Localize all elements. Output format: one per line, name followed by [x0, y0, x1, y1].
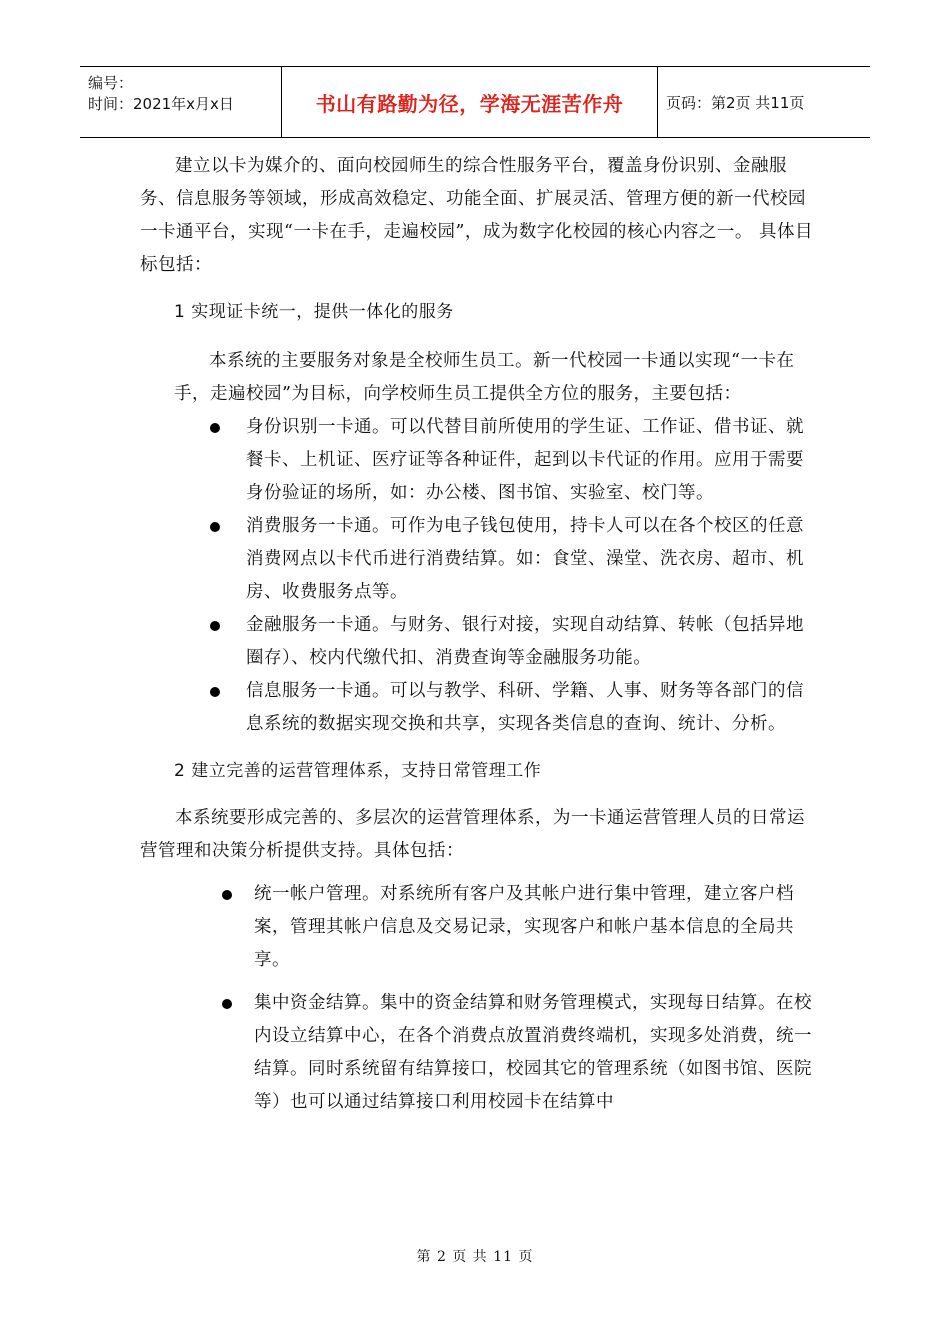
section2-paragraph: 本系统要形成完善的、多层次的运营管理体系，为一卡通运营管理人员的日常运营管理和决策分析提供支持。具体包括： [140, 808, 805, 861]
doc-code-label: 编号： [88, 74, 134, 92]
list-item [140, 675, 820, 741]
doc-time-label: 时间：2021年x月x日 [88, 95, 234, 113]
list-item-text: 统一帐户管理。对系统所有客户及其帐户进行集中管理，建立客户档案，管理其帐户信息及交易记录，实现客户和帐户基本信息的全局共享。 [254, 884, 794, 970]
bullet-icon [222, 890, 232, 900]
bullet-icon [222, 999, 232, 1009]
section2-heading: 2 建立完善的运营管理体系，支持日常管理工作 [174, 761, 542, 781]
page-header [80, 66, 870, 138]
list-item [140, 411, 820, 510]
page-footer: 第 2 页 共 11 页 [416, 1249, 534, 1265]
header-meta [80, 67, 282, 137]
bullet-icon [210, 423, 220, 433]
bullet-icon [210, 621, 220, 631]
intro-paragraph: 建立以卡为媒介的、面向校园师生的综合性服务平台，覆盖身份识别、金融服务、信息服务等领域，形成高效稳定、功能全面、扩展灵活、管理方便的新一代校园一卡通平台，实现“一卡在手，走遍校园”，成为数字化校园的核心内容之一。 具体目标包括： [140, 156, 813, 275]
section1-list [140, 411, 820, 741]
list-item [140, 510, 820, 609]
header-page-label: 页码：第2页 共11页 [666, 93, 805, 112]
list-item-text: 信息服务一卡通。可以与教学、科研、学籍、人事、财务等各部门的信息系统的数据实现交换和共享，实现各类信息的查询、统计、分析。 [246, 681, 804, 734]
list-item-text: 消费服务一卡通。可作为电子钱包使用，持卡人可以在各个校区的任意消费网点以卡代币进行消费结算。如：食堂、澡堂、洗衣房、超市、机房、收费服务点等。 [246, 516, 804, 602]
list-item-text: 集中资金结算。集中的资金结算和财务管理模式，实现每日结算。在校内设立结算中心，在各个消费点放置消费终端机，实现多处消费，统一结算。同时系统留有结算接口，校园其它的管理系统（如图书馆、医院等）也可以通过结算接口利用校园卡在结算中 [254, 993, 812, 1112]
list-item [140, 609, 820, 675]
list-item-text: 身份识别一卡通。可以代替目前所使用的学生证、工作证、借书证、就餐卡、上机证、医疗证等各种证件，起到以卡代证的作用。应用于需要身份验证的场所，如：办公楼、图书馆、实验室、校门等。 [246, 417, 804, 503]
list-item-text: 金融服务一卡通。与财务、银行对接，实现自动结算、转帐（包括异地圈存）、校内代缴代扣、消费查询等金融服务功能。 [246, 615, 804, 668]
document-body [140, 150, 820, 1119]
list-item [140, 987, 820, 1119]
list-item [140, 878, 820, 977]
bullet-icon [210, 522, 220, 532]
section2-list [140, 878, 820, 1119]
section1-paragraph: 本系统的主要服务对象是全校师生员工。新一代校园一卡通以实现“一卡在手，走遍校园”为目标，向学校师生员工提供全方位的服务，主要包括： [174, 351, 795, 404]
bullet-icon [210, 687, 220, 697]
section1-heading: 1 实现证卡统一，提供一体化的服务 [174, 302, 454, 322]
header-motto: 书山有路勤为径，学海无涯苦作舟 [315, 91, 624, 116]
header-motto-cell [282, 67, 658, 137]
